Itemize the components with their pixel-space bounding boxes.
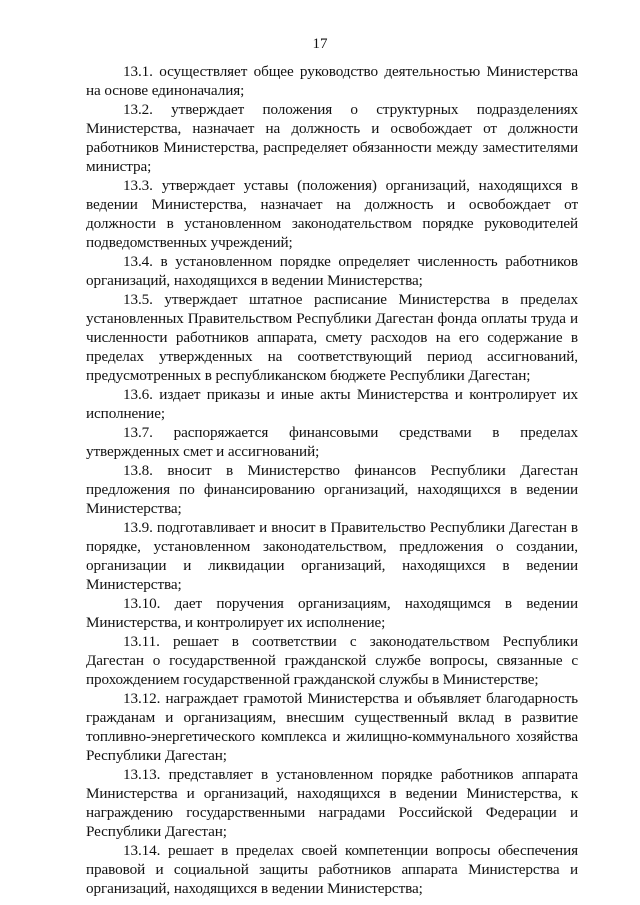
paragraph-13-14: 13.14. решает в пределах своей компетенции вопросы обеспечения правовой и социальной защиты работников аппарата Министерства и организаций, находящихся в ведении Министерства; (86, 842, 578, 897)
document-body (86, 62, 578, 898)
paragraph-13-7: 13.7. распоряжается финансовыми средствами в пределах утвержденных смет и ассигнований; (86, 424, 578, 460)
paragraph-13-2: 13.2. утверждает положения о структурных подразделениях Министерства, назначает на должность и освобождает от должности работников Министерства, распределяет обязанности между заместителями министра; (86, 101, 578, 175)
paragraph-13-3: 13.3. утверждает уставы (положения) организаций, находящихся в ведении Министерства, назначает на должность и освобождает от должности в установленном законодательством порядке руководителей подведомственных учреждений; (86, 177, 578, 251)
paragraph-13-6: 13.6. издает приказы и иные акты Министерства и контролирует их исполнение; (86, 386, 578, 422)
paragraph-13-11: 13.11. решает в соответствии с законодательством Республики Дагестан о государственной гражданской службе вопросы, связанные с прохождением государственной гражданской службы в Министерстве; (86, 633, 578, 688)
paragraph-13-5: 13.5. утверждает штатное расписание Министерства в пределах установленных Правительством Республики Дагестан фонда оплаты труда и численности работников аппарата, смету расходов на его содержание в пределах утвержденных на соответствующий период ассигнований, предусмотренных в республиканском бюджете Республики Дагестан; (86, 291, 578, 384)
paragraph-13-1: 13.1. осуществляет общее руководство деятельностью Министерства на основе единоначалия; (86, 63, 578, 99)
paragraph-13-12: 13.12. награждает грамотой Министерства и объявляет благодарность гражданам и организациям, внесшим существенный вклад в развитие топливно-энергетического комплекса и жилищно-коммунального хозяйства Республики Дагестан; (86, 690, 578, 764)
paragraph-13-13: 13.13. представляет в установленном порядке работников аппарата Министерства и организаций, находящихся в ведении Министерства, к награждению государственными наградами Российской Федерации и Республики Дагестан; (86, 766, 578, 840)
paragraph-13-9: 13.9. подготавливает и вносит в Правительство Республики Дагестан в порядке, установленном законодательством, предложения о создании, организации и ликвидации организаций, находящихся в ведении Министерства; (86, 519, 578, 593)
paragraph-13-4: 13.4. в установленном порядке определяет численность работников организаций, находящихся в ведении Министерства; (86, 253, 578, 289)
page-number: 17 (312, 36, 328, 52)
paragraph-13-8: 13.8. вносит в Министерство финансов Республики Дагестан предложения по финансированию организаций, находящихся в ведении Министерства; (86, 462, 578, 517)
paragraph-13-10: 13.10. дает поручения организациям, находящимся в ведении Министерства, и контролирует их исполнение; (86, 595, 578, 631)
